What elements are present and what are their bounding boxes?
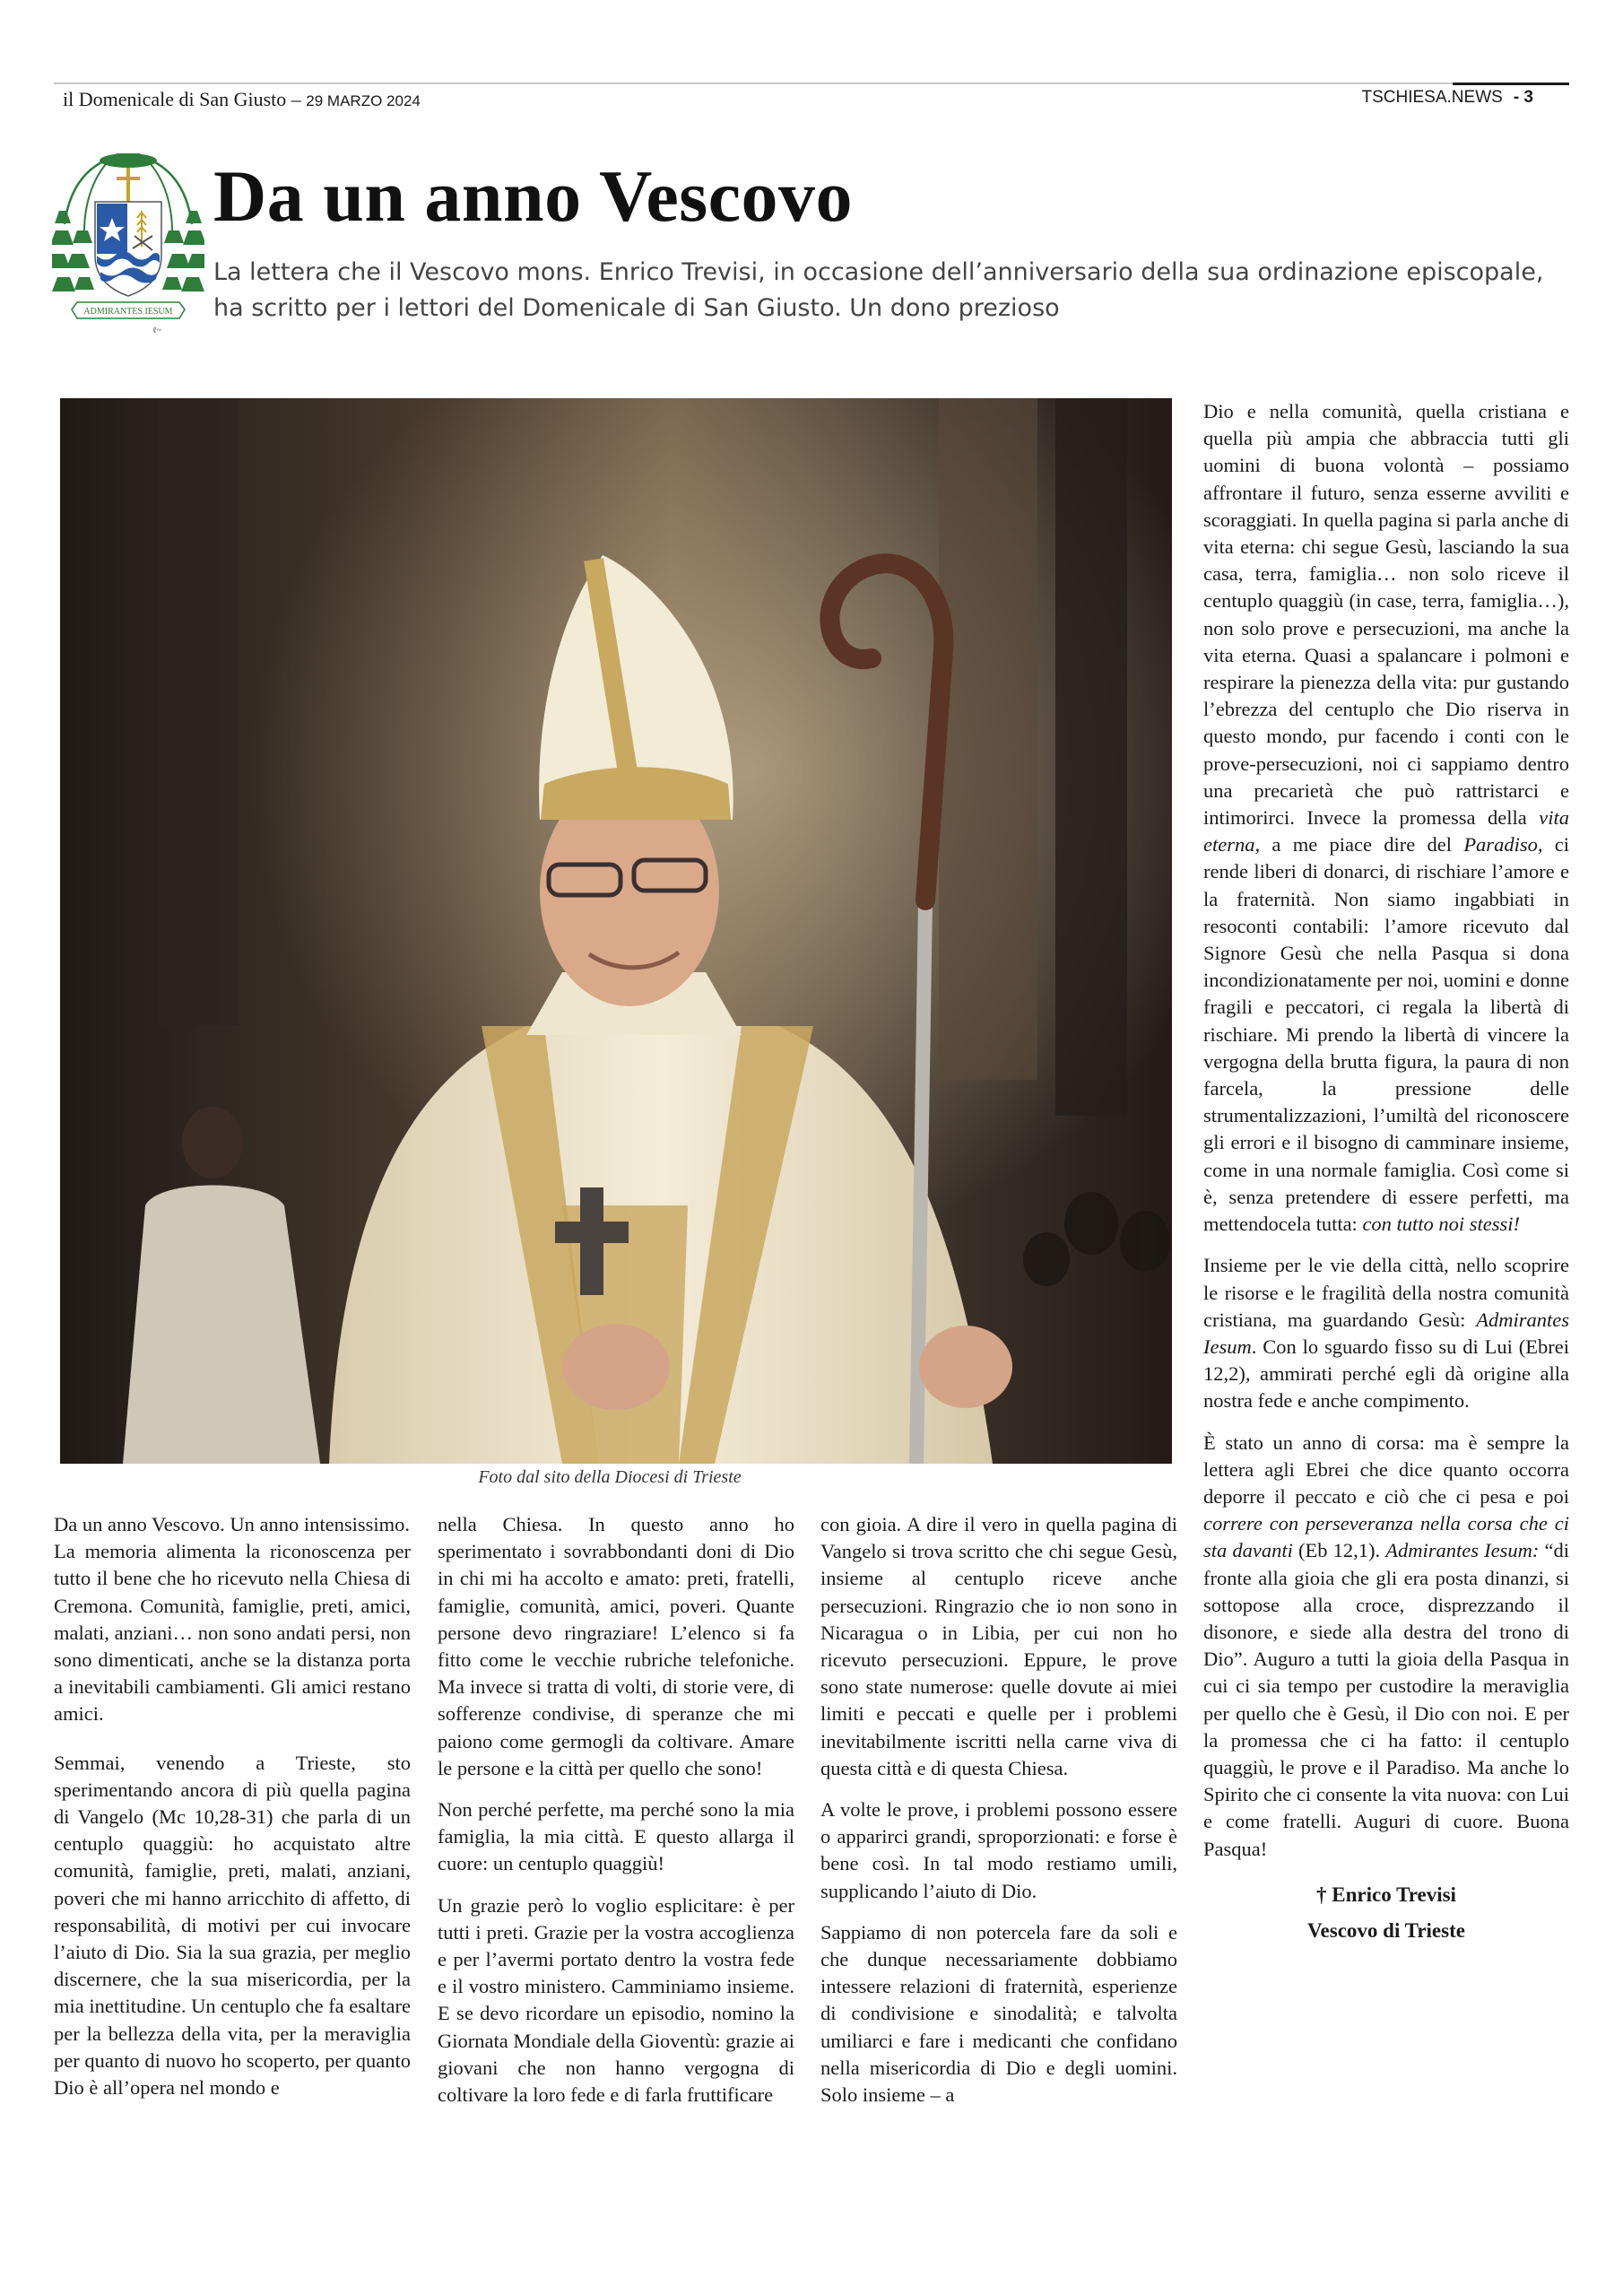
paragraph: Semmai, venendo a Trieste, sto sperimentando ancora di più quella pagina di Vangelo (Mc 10,28-31) che parla di un centuplo quaggiù: ho acquistato altre comunità, famiglie, preti, malati, anziani, poveri che mi hanno arricchito di affetto, di responsabilità, di motivi per cui invocare l’aiuto di Dio. Sia la sua grazia, per meglio discernere, che la sua misericordia, per la mia inettitudine. Un centuplo che fa esaltare per la bellezza della vita, per la meraviglia per quanto di nuovo ho scoperto, per quanto Dio è all’opera nel mondo e (54, 1751, 411, 2100)
site-info (1362, 88, 1534, 108)
paragraph: con gioia. A dire il vero in quella pagina di Vangelo si trova scritto che chi segue Gesù, insieme al centuplo riceve anche persecuzioni. Ringrazio che io non sono in Nicaragua o in Libia, per cui non ho ricevuto persecuzioni. Eppure, le prove sono state numerose: quelle dovute ai miei limiti e peccati e quelle per i problemi inevitabilmente iscritti nella carne viva di questa città e di questa Chiesa. (820, 1513, 1177, 1779)
paragraph: Da un anno Vescovo. Un anno intensissimo. La memoria alimenta la riconoscenza per tutto il bene che ho ricevuto nella Chiesa di Cremona. Comunità, famiglie, preti, amici, malati, anziani… non sono andati persi, non sono dimenticati, anche se la distanza porta a inevitabili cambiamenti. Gli amici restano amici. (54, 1513, 411, 1726)
paragraph: nella Chiesa. In questo anno ho sperimentato i sovrabbondanti doni di Dio in chi mi ha accolto e amato: preti, fratelli, famiglie, comunità, amici, poveri. Quante persone devo ringraziare! L’elenco si fa fitto come le vecchie rubriche telefoniche. Ma invece si tratta di volti, di storie vere, di sofferenze condivise, di speranze che mi paiono come germogli da coltivare. Amare le persone e la città per quello che sono! (438, 1513, 794, 1779)
site-name: TSCHIESA.NEWS (1361, 88, 1503, 107)
signature-name: † Enrico Trevisi (1316, 1883, 1456, 1906)
header-separator: – (286, 88, 307, 110)
paragraph: Insieme per le vie della città, nello scoprire le risorse e le fragilità della nostra comunità cristiana, ma guardando Gesù: Admirantes Iesum. Con lo sguardo fisso su di Lui (Ebrei 12,2), ammirati perché egli dà origine alla nostra fede e anche compimento. (1203, 1254, 1569, 1413)
svg-text:ℓ~: ℓ~ (152, 326, 162, 335)
article-title: Da un anno Vescovo (213, 155, 854, 237)
page-header (63, 88, 1560, 111)
paragraph: Dio e nella comunità, quella cristiana e quella più ampia che abbraccia tutti gli uomini di buona volontà – possiamo affrontare il futuro, senza esserne avviliti e scoraggiati. In quella pagina si parla anche di vita eterna: chi segue Gesù, lasciando la sua casa, terra, famiglia… non solo riceve il centuplo quaggiù (in case, terra, famiglia…), non solo prove e persecuzioni, ma anche la vita eterna. Quasi a spalancare i polmoni e respirare la pienezza della vita: pur gustando l’ebrezza del centuplo che Dio riserva in questo mondo, pur facendo i conti con le prove-persecuzioni, noi ci sappiamo dentro una precarietà che può rattristarci e intimorirci. Invece la promessa della vita eterna, a me piace dire del Paradiso, ci rende liberi di donarci, di rischiare l’amore e la fraternità. Non siamo ingabbiati in resoconti contabili: l’amore ricevuto dal Signore Gesù che nella Pasqua si dona incondizionatamente per noi, uomini e donne fragili e peccatori, ci regala la libertà di rischiare. Mi prendo la libertà di vincere la vergogna della brutta figura, la paura di non farcela, la pressione delle strumentalizzazioni, l’umiltà del riconoscere gli errori e il bisogno di camminare insieme, come in una normale famiglia. Così come si è, senza pretendere di essere perfetti, ma mettendocela tutta: con tutto noi stessi! (1203, 400, 1569, 1236)
article-subtitle: La lettera che il Vescovo mons. Enrico Trevisi, in occasione dell’anniversario della sua ordinazione episcopale, ha scritto per i lettori del Domenicale di San Giusto. Un dono prezioso (213, 258, 1544, 322)
paragraph: Non perché perfette, ma perché sono la mia famiglia, la mia città. E questo allarga il cuore: un centuplo quaggiù! (438, 1798, 794, 1875)
paragraph: Sappiamo di non potercela fare da soli e che dunque necessariamente dobbiamo intessere relazioni di fraternità, esperienze di condivisione e sinodalità; e talvolta umiliarci e fare i medicanti che confidano nella misericordia di Dio e degli uomini. Solo insieme – a (820, 1920, 1177, 2107)
coat-of-arms-icon (52, 148, 204, 341)
article-column-1 (54, 1511, 411, 2116)
paragraph: Un grazie però lo voglio esplicitare: è per tutti i preti. Grazie per la vostra accoglienza e per l’avermi portato dentro la vostra fede e il vostro ministero. Camminiamo insieme. E se devo ricordare un episodio, nomino la Giornata Mondiale della Gioventù: grazie ai giovani che non hanno vergogna di coltivare la loro fede e di farla fruttificare (438, 1893, 794, 2107)
publication-info (63, 88, 421, 111)
paragraph: È stato un anno di corsa: ma è sempre la lettera agli Ebrei che dice quanto occorra deporre il peccato e ciò che ci pesa e poi correre con perseveranza nella corsa che ci sta davanti (Eb 12,1). Admirantes Iesum: “di fronte alla gioia che gli era posta dinanzi, si sottopose alla croce, disprezzando il disonore, e siede alla destra del trono di Dio”. Auguro a tutti la gioia della Pasqua in cui ci sia tempo per custodire la meraviglia per quello che è Gesù, il Dio con noi. E per la promessa che ci ha fatto: il centuplo quaggiù, le prove e il Paradiso. Ma anche lo Spirito che ci consente la vita nuova: con Lui e come fratelli. Auguri di cuore. Buona Pasqua! (1203, 1431, 1569, 1860)
article-column-2 (438, 1511, 794, 2123)
paragraph: A volte le prove, i problemi possono essere o apparirci grandi, sproporzionati: e forse è bene così. In tal modo restiamo umili, supplicando l’aiuto di Dio. (820, 1798, 1177, 1902)
header-rule (54, 83, 1569, 84)
article-column-3 (820, 1511, 1177, 2123)
svg-text:ADMIRANTES IESUM: ADMIRANTES IESUM (83, 307, 173, 317)
article-column-4 (1203, 398, 1569, 1949)
photo-caption: Foto dal sito della Diocesi di Trieste (478, 1467, 742, 1487)
signature-role: Vescovo di Trieste (1307, 1918, 1465, 1942)
page-number: - 3 (1513, 88, 1533, 107)
issue-date: 29 MARZO 2024 (306, 92, 421, 109)
header-accent-rule (1453, 83, 1569, 85)
bishop-photo (60, 398, 1172, 1464)
publication-name: il Domenicale di San Giusto (63, 88, 287, 110)
signature (1203, 1877, 1569, 1949)
